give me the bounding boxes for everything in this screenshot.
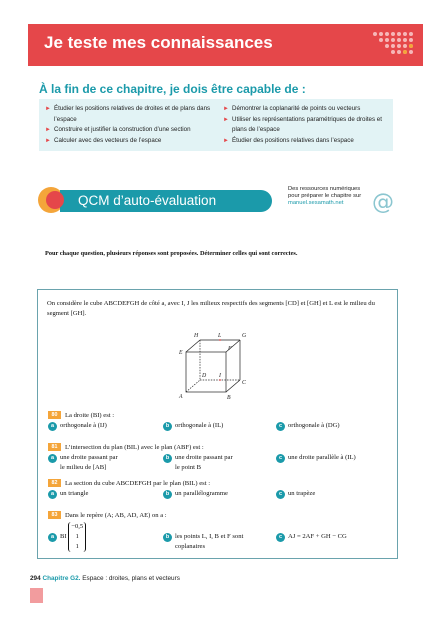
question-number: 80 (48, 411, 61, 419)
footer-color-block (30, 588, 43, 603)
digital-resources-note: Des ressources numériques pour préparer le chapitre sur manuel.sesamath.net (288, 186, 362, 206)
qcm-red-circle-icon (46, 191, 64, 209)
instruction-text: Pour chaque question, plusieurs réponses sont proposées. Déterminer celles qui sont correctes. (45, 250, 298, 257)
objective-item: ► Utiliser les représentations paramétriques de droites et plans de l’espace (223, 115, 382, 133)
question-box (37, 289, 398, 559)
question-number: 83 (48, 511, 61, 519)
objectives-box (39, 99, 393, 151)
sesamath-link[interactable]: manuel.sesamath.net (288, 200, 344, 206)
objective-item: ► Étudier des positions relatives dans l’espace (223, 136, 395, 147)
cube-label-l: L (218, 333, 222, 339)
question-82: 82 La section du cube ABCDEFGH par le plan (BIL) est : (48, 479, 210, 487)
cube-label-b: B (227, 395, 231, 401)
answer-81-a[interactable]: a une droite passant par le milieu de [AB] (48, 453, 118, 473)
answer-80-a[interactable]: a orthogonale à (IJ) (48, 421, 107, 431)
cube-label-f: F (228, 346, 232, 352)
objective-item: ► Construire et justifier la construction d’une section (45, 125, 217, 136)
answer-82-b[interactable]: b un parallélogramme (163, 489, 228, 499)
answer-83-c[interactable]: c AJ = 2AF + GH − CG (276, 532, 347, 542)
qcm-title: QCM d’auto-évaluation (78, 193, 217, 208)
chapter-label: Chapitre G2. (42, 575, 81, 582)
answer-83-a[interactable]: a BI −0,5 1 1 (48, 522, 86, 552)
qcm-banner (60, 190, 272, 212)
answer-80-b[interactable]: b orthogonale à (IL) (163, 421, 223, 431)
cube-label-h: H (194, 333, 199, 339)
cube-label-c: C (242, 380, 246, 386)
answer-81-b[interactable]: b une droite passant par le point B (163, 453, 233, 473)
objective-item: ► Calculer avec des vecteurs de l’espace (45, 136, 217, 147)
cube-label-g: G (242, 333, 247, 339)
cube-label-a: A (179, 394, 183, 400)
page-footer (30, 575, 180, 582)
header-banner (28, 24, 423, 66)
question-80: 80 La droite (BI) est : (48, 411, 114, 419)
objectives-left-column (45, 104, 217, 146)
question-intro: On considère le cube ABCDEFGH de côté a, avec I, J les milieux respectifs des segments [CD] et [GH] et L est le milieu du segment [GH]. (47, 300, 375, 317)
question-number: 82 (48, 479, 61, 487)
cube-label-e: E (179, 350, 183, 356)
cube-label-i: I (219, 373, 221, 379)
objective-item: ► Démontrer la coplanarité de points ou vecteurs (223, 104, 395, 115)
triangle-bullet-icon: ► (223, 106, 229, 112)
triangle-bullet-icon: ► (223, 137, 229, 144)
triangle-bullet-icon: ► (45, 106, 51, 112)
answer-83-b[interactable]: b les points L, I, B et F sont coplanaires (163, 532, 243, 552)
answer-82-a[interactable]: a un triangle (48, 489, 88, 499)
question-83: 83 Dans le repère (A; AB, AD, AE) on a : (48, 511, 167, 519)
triangle-bullet-icon: ► (45, 127, 51, 133)
cube-label-d: D (202, 373, 207, 379)
cube-figure (176, 328, 256, 404)
chapter-subtitle: Espace : droites, plans et vecteurs (82, 575, 180, 582)
page-title: Je teste mes connaissances (44, 33, 273, 52)
answer-80-c[interactable]: c orthogonale à (DG) (276, 421, 340, 431)
question-number: 81 (48, 443, 61, 451)
question-81: 81 L’intersection du plan (BIL) avec le plan (ABF) est : (48, 443, 204, 451)
at-sign-icon: @ (372, 190, 394, 215)
page-number: 294 (30, 575, 41, 582)
answer-82-c[interactable]: c un trapèze (276, 489, 315, 499)
objective-item: ► Étudier les positions relatives de droites et de plans dans l’espace (45, 105, 211, 123)
answer-81-c[interactable]: c une droite parallèle à (IL) (276, 453, 356, 463)
objectives-right-column (223, 104, 395, 146)
vector-coordinates: −0,5 1 1 (68, 522, 86, 552)
triangle-bullet-icon: ► (45, 137, 51, 144)
objectives-title: À la fin de ce chapitre, je dois être capable de : (39, 82, 306, 96)
triangle-bullet-icon: ► (223, 116, 229, 123)
decorative-dots-icon (371, 30, 417, 60)
